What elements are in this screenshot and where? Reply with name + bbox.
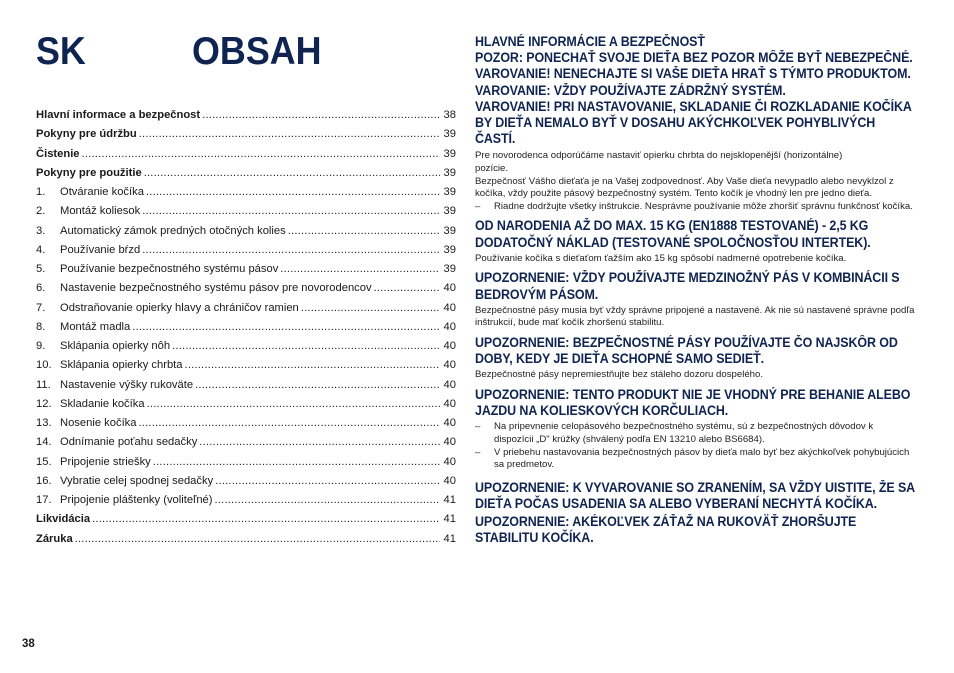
toc-row[interactable] [36,128,456,147]
toc-number: 17. [36,494,52,506]
toc-row[interactable] [36,494,456,513]
toc-page: 40 [443,378,456,391]
toc-number: 10. [36,359,52,372]
list-item-text: Na pripevnenie celopásového bezpečnostného systému, sú z bezpečnostných dôvodov k dispozícii „D" krúžky (shválený podľa EN 13210 alebo BS6684). [494,421,874,445]
toc-page: 40 [443,436,456,449]
toc-row[interactable] [36,475,456,494]
toc-label: Skladanie kočíka [60,397,145,410]
body-text: Bezpečnostné pásy nepremiestňujte bez stáleho dozoru dospelého. [475,369,764,381]
toc-page: 39 [443,263,456,275]
toc-number: 4. [36,243,46,256]
toc-label: Nosenie kočíka [60,417,137,429]
language-code: SK [36,30,86,73]
toc-number: 14. [36,436,52,449]
toc-row[interactable] [36,205,456,224]
toc-page: 39 [443,166,456,179]
toc-number: 16. [36,474,52,487]
toc-leader [75,533,440,545]
toc-page: 40 [443,301,456,314]
list-item [475,447,915,472]
toc-page: 39 [443,147,456,160]
toc-row[interactable] [36,533,456,552]
list-dash: – [475,200,481,212]
toc-row[interactable] [36,436,456,455]
toc-label: Čistenie [36,147,80,160]
toc-leader [139,417,441,429]
toc-page: 40 [443,320,456,333]
toc-page: 40 [443,397,456,410]
toc-label: Automatický zámok predných otočných kolies [60,224,286,237]
list-dash: – [475,446,481,458]
toc-page: 40 [443,359,456,372]
toc-row[interactable] [36,321,456,340]
toc-leader [288,225,440,237]
toc-number: 9. [36,340,46,352]
toc-number: 13. [36,417,52,429]
toc-leader [139,128,440,140]
toc-leader [142,244,440,256]
toc-number: 5. [36,263,46,275]
toc-page: 39 [443,186,456,198]
toc-leader [147,398,440,410]
toc-label: Pripojenie striešky [60,455,151,468]
toc-page: 41 [443,513,456,526]
toc-number: 11. [36,378,51,391]
toc-row[interactable] [36,244,456,263]
body-text: Pre novorodenca odporúčáme nastaviť opierku chrbta do nejsklopenější (horizontálne) [475,150,843,162]
toc-label: Hlavní informace a bezpečnost [36,109,201,121]
toc-page: 38 [443,109,456,121]
warning-heading: UPOZORNENIE: TENTO PRODUKT NIE JE VHODNÝ PRE BEHANIE ALEBO JAZDU NA KOLIESKOVÝCH KORČULIACH. [475,386,911,419]
toc-label: Nastavenie bezpečnostného systému pásov pre novorodencov [60,282,372,295]
warning-heading: UPOZORNENIE: AKÉKOĽVEK ZÁŤAŽ NA RUKOVÄŤ ZHORŠUJTE STABILITU KOČÍKA. [475,514,857,546]
toc-row[interactable] [36,417,456,436]
warning-heading: VAROVANIE: VŽDY POUŽÍVAJTE ZÁDRŽNÝ SYSTÉM. [475,82,786,98]
toc-leader [185,359,440,371]
toc-leader [199,436,440,448]
toc-number: 7. [36,301,46,314]
warning-heading: OD NARODENIA AŽ DO MAX. 15 KG (EN1888 TESTOVANÉ) - 2,5 KG DODATOČNÝ NÁKLAD (TESTOVANÉ SPOLOČNOSŤOU INTERTEK). [475,218,871,250]
toc-row[interactable] [36,186,456,205]
toc-leader [82,148,440,160]
toc-leader [202,109,440,121]
toc-row[interactable] [36,282,456,301]
toc-number: 12. [36,397,52,410]
body-text: Používanie kočíka s dieťaťom ťažším ako 15 kg spôsobí nadmerné opotrebenie kočíka. [475,252,847,264]
toc-page: 40 [443,417,456,429]
toc-label: Pokyny pre údržbu [36,128,137,141]
toc-leader [146,186,440,198]
toc-label: Používanie bŕzd [60,243,141,256]
warning-heading: UPOZORNENIE: VŽDY POUŽÍVAJTE MEDZINOŽNÝ PÁS V KOMBINÁCII S BEDROVÝM PÁSOM. [475,270,900,302]
page-number: 38 [22,638,35,650]
toc-leader [153,456,440,468]
warning-heading: UPOZORNENIE: BEZPEČNOSTNÉ PÁSY POUŽÍVAJTE ČO NAJSKÔR OD DOBY, KEDY JE DIEŤA SCHOPNÉ SAMO SEDIEŤ. [475,334,898,367]
toc-leader [92,513,440,525]
toc-page: 41 [443,532,456,545]
toc-number: 15. [36,455,52,468]
toc-leader [280,263,440,275]
list-item-text: V priebehu nastavovania bezpečnostných pásov by dieťa malo byť bez akýchkoľvek pohybujúcich sa predmetov. [494,446,910,471]
toc-number: 6. [36,282,46,295]
toc-number: 3. [36,224,46,237]
toc-page: 40 [443,455,456,468]
toc-row[interactable] [36,513,456,532]
list-item [475,421,915,446]
toc-row[interactable] [36,148,456,167]
toc-leader [144,167,440,179]
toc-label: Nastavenie výšky rukoväte [60,378,194,391]
toc-row[interactable] [36,225,456,244]
toc-page: 39 [443,128,456,141]
toc-leader [215,475,440,487]
toc-label: Montáž koliesok [60,205,141,218]
toc-leader [172,340,440,352]
toc-page: 39 [443,243,456,256]
toc-label: Odnímanie poťahu sedačky [60,436,198,449]
toc-row[interactable] [36,109,456,128]
toc-label: Otváranie kočíka [60,186,144,198]
body-text: Bezpečnosť Vášho dieťaťa je na Vašej zodpovednosť. Aby Vaše dieťa nevypadlo alebo nevyklzol z kočíka, vždy použite pásový bezpečnostný systém. Tento kočík je vhodný len pre jedno dieťa. [475,175,894,200]
toc-row[interactable] [36,398,456,417]
toc-label: Sklápania opierky chrbta [60,359,183,372]
toc-row[interactable] [36,302,456,321]
toc-leader [142,205,440,217]
table-of-contents [36,109,456,552]
toc-label: Záruka [36,532,73,545]
toc-label: Montáž madla [60,320,131,333]
toc-label: Pokyny pre použitie [36,166,142,179]
page-title: OBSAH [192,30,322,73]
toc-leader [374,282,440,294]
toc-label: Sklápania opierky nôh [60,340,171,352]
toc-row[interactable] [36,379,456,398]
body-text: pozície. [475,163,509,175]
toc-page: 39 [443,224,456,237]
toc-number: 1. [36,186,46,198]
toc-row[interactable] [36,167,456,186]
toc-leader [132,321,440,333]
toc-leader [301,302,440,314]
body-text: Bezpečnostné pásy musia byť vždy správne pripojené a nastavené. Ak nie sú nastavené správne podľa inštrukcií, bude mať kočík zhoršenú stabilitu. [475,304,915,329]
toc-leader [215,494,440,506]
warning-heading: POZOR: PONECHAŤ SVOJE DIEŤA BEZ POZOR MÔŽE BYŤ NEBEZPEČNÉ. [475,50,913,66]
toc-row[interactable] [36,340,456,359]
toc-label: Pripojenie pláštenky (voliteľné) [60,494,213,506]
toc-page: 40 [443,282,456,295]
warning-heading: VAROVANIE! PRI NASTAVOVANIE, SKLADANIE ČI ROZKLADANIE KOČÍKA BY DIEŤA NEMALO BYŤ V DOSAHU AKÝCHKOĽVEK POHYBLIVÝCH ČASTÍ. [475,98,912,147]
toc-label: Likvidácia [36,513,91,526]
toc-row[interactable] [36,359,456,378]
toc-row[interactable] [36,263,456,282]
warning-heading: UPOZORNENIE: K VYVAROVANIE SO ZRANENÍM, SA VŽDY UISTITE, ŽE SA DIEŤA POČAS USADENIA SA ALEBO VYBERANÍ NECHYTÁ KOČÍKA. [475,479,915,511]
toc-page: 40 [443,474,456,487]
list-item [475,201,915,214]
list-item-text: Riadne dodržujte všetky inštrukcie. Nesprávne používanie môže zhoršiť správnu funkčnosť kočíka. [494,200,913,212]
toc-page: 40 [443,340,456,352]
toc-label: Odstraňovanie opierky hlavy a chráničov ramien [60,301,299,314]
list-dash: – [475,421,481,433]
toc-leader [195,379,440,391]
toc-row[interactable] [36,456,456,475]
toc-number: 2. [36,205,46,218]
toc-label: Používanie bezpečnostného systému pásov [60,263,279,275]
toc-page: 39 [443,205,456,218]
toc-number: 8. [36,320,46,333]
safety-section [475,34,915,547]
toc-label: Vybratie celej spodnej sedačky [60,474,214,487]
warning-heading: VAROVANIE! NENECHAJTE SI VAŠE DIEŤA HRAŤ S TÝMTO PRODUKTOM. [475,66,911,82]
toc-page: 41 [443,494,456,506]
section-heading: HLAVNÉ INFORMÁCIE A BEZPEČNOSŤ [475,34,705,49]
